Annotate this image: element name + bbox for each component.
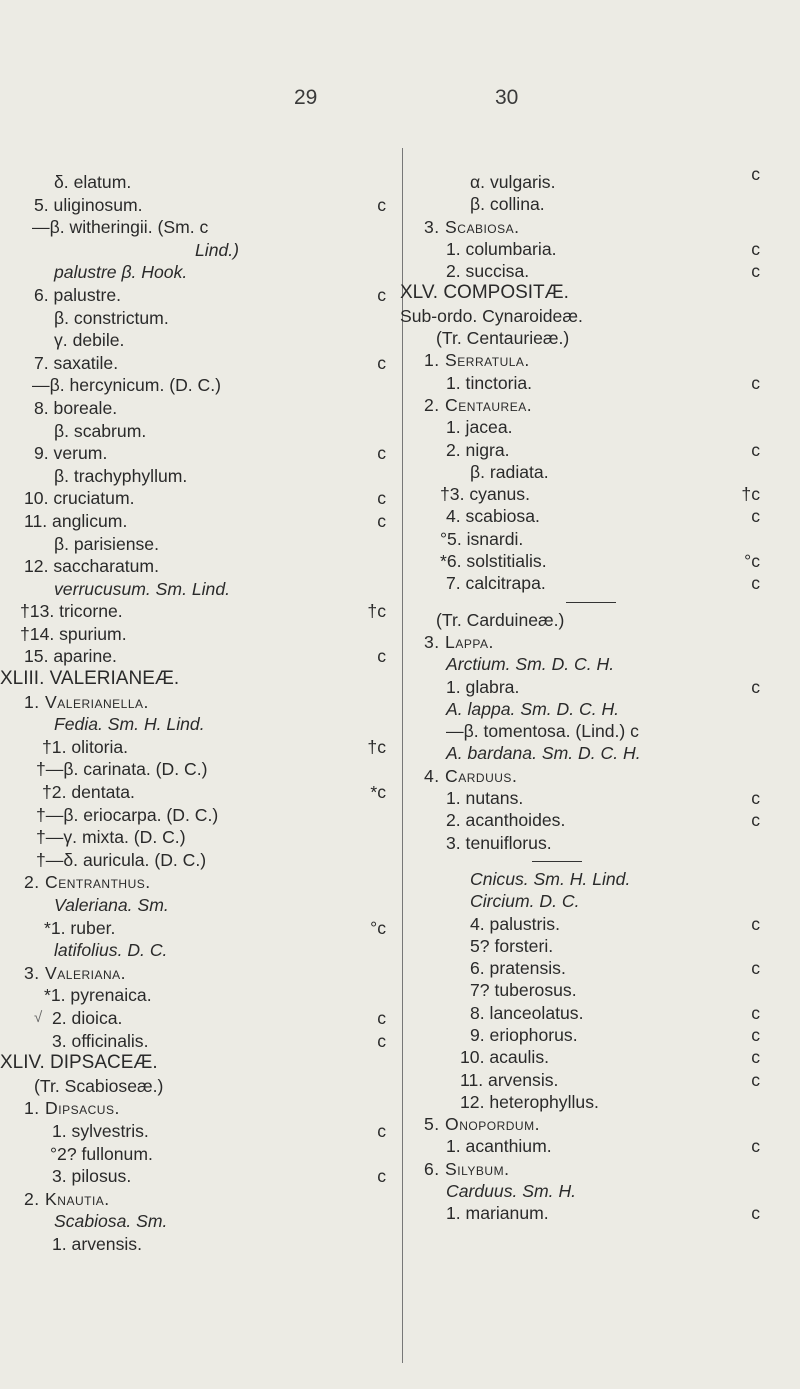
- entry-line: [32, 465, 386, 488]
- distribution-mark: c: [377, 443, 386, 464]
- entry-text: 15. aparine.: [24, 646, 117, 667]
- entry-text: β. radiata.: [470, 461, 549, 482]
- entry-text: 6. pratensis.: [470, 958, 566, 979]
- entry-text: 1. Dipsacus.: [24, 1098, 120, 1119]
- entry-text: 2. Knautia.: [24, 1188, 110, 1209]
- entry-line: [32, 307, 386, 330]
- entry-line: [32, 284, 386, 307]
- entry-text: Fedia. Sm. H. Lind.: [54, 714, 205, 735]
- section-rule: [566, 602, 616, 603]
- entry-text: 6. palustre.: [34, 284, 122, 305]
- distribution-mark: c: [377, 1007, 386, 1028]
- entry-line: [32, 329, 386, 352]
- entry-line: [424, 676, 760, 698]
- entry-text: 2. nigra.: [446, 439, 510, 460]
- distribution-mark: c: [751, 1203, 760, 1224]
- entry-text: †—δ. auricula. (D. C.): [36, 849, 207, 870]
- entry-line: [20, 600, 386, 623]
- entry-text: *6. solstitialis.: [440, 551, 547, 572]
- entry-text: 1. tinctoria.: [446, 372, 533, 393]
- entry-line: [424, 550, 760, 572]
- entry-text: 9. verum.: [34, 443, 108, 464]
- entry-line: [32, 578, 386, 601]
- entry-text: (Tr. Scabioseæ.): [34, 1075, 164, 1096]
- entry-text: 8. boreale.: [34, 397, 118, 418]
- entry-text: β. scabrum.: [54, 420, 147, 441]
- entry-line: [424, 1091, 760, 1113]
- entry-line: [424, 653, 760, 675]
- entry-line: [424, 1002, 760, 1024]
- entry-text: (Tr. Carduineæ.): [436, 609, 565, 630]
- entry-line: [424, 787, 760, 809]
- entry-line: [32, 1030, 386, 1053]
- entry-text: †3. cyanus.: [440, 484, 530, 505]
- entry-line: [24, 1097, 386, 1120]
- entry-line: [0, 668, 386, 691]
- entry-line: [32, 194, 386, 217]
- entry-line: [32, 1165, 386, 1188]
- entry-line: [424, 1202, 760, 1224]
- entry-line: [24, 1188, 386, 1211]
- right-column: [400, 164, 760, 1225]
- entry-text: 10. cruciatum.: [24, 488, 135, 509]
- entry-text: †—γ. mixta. (D. C.): [36, 827, 186, 848]
- entry-line: [424, 868, 760, 890]
- distribution-mark: c: [377, 1120, 386, 1141]
- entry-text: β. trachyphyllum.: [54, 465, 188, 486]
- entry-line: [424, 372, 760, 394]
- entry-line: [32, 239, 386, 262]
- entry-text: δ. elatum.: [54, 172, 132, 192]
- distribution-mark: °c: [370, 917, 386, 938]
- entry-text: 2. acanthoides.: [446, 810, 566, 831]
- entry-text: 9. eriophorus.: [470, 1024, 578, 1045]
- entry-line: [32, 420, 386, 443]
- entry-line: [32, 736, 386, 759]
- entry-text: †1. olitoria.: [42, 736, 129, 757]
- entry-line: [32, 374, 386, 397]
- entry-text: β. constrictum.: [54, 307, 169, 328]
- entry-text: †—β. carinata. (D. C.): [36, 759, 208, 780]
- entry-line: [424, 1158, 760, 1180]
- distribution-mark: c: [377, 510, 386, 531]
- entry-line: [424, 957, 760, 979]
- entry-line: [424, 528, 760, 550]
- entry-text: 3. Scabiosa.: [424, 216, 520, 237]
- entry-text: †14. spurium.: [20, 623, 127, 644]
- entry-line: [424, 238, 760, 260]
- entry-line: [424, 1135, 760, 1157]
- entry-text: 1. sylvestris.: [52, 1120, 149, 1141]
- entry-line: [424, 1069, 760, 1091]
- entry-text: XLIII. VALERIANEÆ.: [0, 668, 180, 690]
- entry-line: [424, 505, 760, 527]
- distribution-mark: c: [377, 284, 386, 305]
- entry-text: —β. tomentosa. (Lind.) c: [446, 721, 639, 742]
- entry-line: [32, 261, 386, 284]
- entry-text: 1. Valerianella.: [24, 691, 149, 712]
- distribution-mark: c: [751, 1047, 760, 1068]
- entry-text: 12. heterophyllus.: [460, 1091, 599, 1112]
- entry-line: [424, 1113, 760, 1135]
- entry-text: *1. ruber.: [44, 917, 116, 938]
- entry-text: 2. dioica.: [52, 1007, 123, 1028]
- entry-text: β. parisiense.: [54, 533, 159, 554]
- entry-line: [24, 645, 386, 668]
- distribution-mark: c: [751, 164, 760, 184]
- entry-line: [32, 1075, 386, 1098]
- entry-text: 3. tenuiflorus.: [446, 832, 552, 853]
- entry-text: 4. Carduus.: [424, 765, 518, 786]
- entry-text: †2. dentata.: [42, 782, 135, 803]
- entry-line: [24, 487, 386, 510]
- entry-line: [424, 979, 760, 1001]
- entry-line: [32, 804, 386, 827]
- entry-line: [424, 609, 760, 631]
- entry-line: [32, 1143, 386, 1166]
- entry-line: [424, 890, 760, 912]
- entry-text: 7. saxatile.: [34, 352, 119, 373]
- entry-line: [424, 439, 760, 461]
- entry-text: 1. columbaria.: [446, 238, 557, 259]
- entry-text: 5. uliginosum.: [34, 194, 143, 215]
- entry-text: latifolius. D. C.: [54, 940, 168, 961]
- entry-text: 5? forsteri.: [470, 935, 554, 956]
- entry-line: [24, 962, 386, 985]
- entry-text: 3. Valeriana.: [24, 962, 127, 983]
- distribution-mark: c: [377, 352, 386, 373]
- entry-line: [424, 461, 760, 483]
- section-rule: [532, 861, 582, 862]
- entry-line: [424, 742, 760, 764]
- entry-text: Valeriana. Sm.: [54, 895, 169, 915]
- entry-line: [20, 623, 386, 646]
- entry-text: 10. acaulis.: [460, 1047, 549, 1068]
- distribution-mark: c: [377, 1030, 386, 1051]
- entry-text: 3. Lappa.: [424, 631, 494, 652]
- entry-line: [424, 483, 760, 505]
- distribution-mark: c: [751, 439, 760, 460]
- entry-text: *1. pyrenaica.: [44, 985, 152, 1006]
- entry-line: [424, 260, 760, 282]
- entry-text: 12. saccharatum.: [24, 556, 159, 577]
- distribution-mark: c: [751, 913, 760, 934]
- distribution-mark: c: [751, 958, 760, 979]
- entry-text: Lind.): [195, 239, 240, 260]
- entry-text: 11. arvensis.: [460, 1069, 559, 1090]
- distribution-mark: †c: [367, 601, 386, 622]
- entry-line: [32, 171, 386, 194]
- entry-line: [32, 1007, 386, 1030]
- entry-text: α. vulgaris.: [470, 172, 556, 192]
- entry-line: [32, 826, 386, 849]
- entry-text: Sub-ordo. Cynaroideæ.: [400, 305, 583, 326]
- entry-text: 4. scabiosa.: [446, 506, 540, 527]
- distribution-mark: c: [377, 194, 386, 215]
- entry-line: [424, 1024, 760, 1046]
- entry-line: [32, 917, 386, 940]
- entry-line: [400, 282, 760, 304]
- entry-text: 5. Onopordum.: [424, 1114, 540, 1135]
- entry-line: [32, 894, 386, 917]
- entry-line: [32, 397, 386, 420]
- entry-line: [24, 691, 386, 714]
- distribution-mark: c: [751, 810, 760, 831]
- entry-text: 3. officinalis.: [52, 1030, 149, 1051]
- entry-text: β. collina.: [470, 194, 545, 215]
- entry-line: [32, 1120, 386, 1143]
- entry-text: 1. jacea.: [446, 417, 513, 438]
- entry-text: †—β. eriocarpa. (D. C.): [36, 804, 219, 825]
- left-column: [0, 171, 386, 1256]
- entry-text: †13. tricorne.: [20, 601, 123, 622]
- handwritten-tick: √: [34, 1008, 43, 1026]
- entry-text: °5. isnardi.: [440, 528, 524, 549]
- entry-line: [32, 216, 386, 239]
- distribution-mark: c: [751, 1136, 760, 1157]
- entry-line: [424, 1046, 760, 1068]
- entry-text: Carduus. Sm. H.: [446, 1181, 577, 1202]
- entry-line: [32, 849, 386, 872]
- entry-line: [424, 631, 760, 653]
- entry-text: —β. hercynicum. (D. C.): [32, 375, 222, 396]
- entry-line: [424, 327, 760, 349]
- entry-line: [424, 698, 760, 720]
- distribution-mark: c: [751, 1024, 760, 1045]
- entry-line: [424, 595, 760, 609]
- distribution-mark: c: [377, 646, 386, 667]
- entry-text: 6. Silybum.: [424, 1158, 510, 1179]
- entry-line: [32, 984, 386, 1007]
- page-number-right: 30: [495, 86, 519, 109]
- entry-line: [32, 713, 386, 736]
- distribution-mark: †c: [741, 484, 760, 505]
- distribution-mark: c: [377, 1166, 386, 1187]
- entry-text: 1. acanthium.: [446, 1136, 552, 1157]
- distribution-mark: †c: [367, 736, 386, 757]
- entry-text: 11. anglicum.: [24, 510, 128, 531]
- entry-text: XLIV. DIPSACEÆ.: [0, 1052, 158, 1074]
- entry-text: 1. nutans.: [446, 788, 524, 809]
- entry-text: —β. witheringii. (Sm. c: [32, 217, 209, 238]
- entry-text: 7. calcitrapa.: [446, 573, 546, 594]
- entry-line: [400, 305, 760, 327]
- distribution-mark: c: [751, 506, 760, 527]
- distribution-mark: c: [751, 1002, 760, 1023]
- entry-text: verrucusum. Sm. Lind.: [54, 578, 230, 599]
- distribution-mark: °c: [744, 551, 760, 572]
- entry-line: [424, 164, 760, 193]
- entry-text: γ. debile.: [54, 330, 125, 351]
- entry-text: Cnicus. Sm. H. Lind.: [470, 868, 631, 889]
- entry-text: 2. succisa.: [446, 261, 530, 282]
- entry-line: [424, 416, 760, 438]
- entry-text: A. bardana. Sm. D. C. H.: [446, 743, 641, 764]
- distribution-mark: c: [377, 488, 386, 509]
- entry-text: A. lappa. Sm. D. C. H.: [446, 698, 620, 719]
- entry-line: [32, 1233, 386, 1256]
- entry-line: [424, 854, 760, 868]
- entry-line: [32, 939, 386, 962]
- entry-text: 2. Centaurea.: [424, 394, 533, 415]
- entry-text: (Tr. Centaurieæ.): [436, 328, 570, 349]
- distribution-mark: c: [751, 573, 760, 594]
- distribution-mark: *c: [370, 782, 386, 803]
- entry-line: [424, 913, 760, 935]
- entry-line: [32, 781, 386, 804]
- entry-line: [424, 935, 760, 957]
- entry-line: [424, 394, 760, 416]
- entry-line: [424, 765, 760, 787]
- entry-line: [424, 1180, 760, 1202]
- entry-text: Circium. D. C.: [470, 891, 580, 912]
- entry-text: 7? tuberosus.: [470, 980, 577, 1001]
- distribution-mark: c: [751, 261, 760, 282]
- entry-line: [32, 442, 386, 465]
- entry-line: [424, 809, 760, 831]
- entry-line: [24, 555, 386, 578]
- entry-line: [424, 572, 760, 594]
- entry-line: [424, 832, 760, 854]
- distribution-mark: c: [751, 1069, 760, 1090]
- entry-text: 2. Centranthus.: [24, 872, 151, 893]
- entry-text: 1. glabra.: [446, 676, 520, 697]
- entry-line: [32, 758, 386, 781]
- entry-line: [24, 871, 386, 894]
- distribution-mark: c: [751, 788, 760, 809]
- entry-line: [32, 352, 386, 375]
- entry-line: [424, 720, 760, 742]
- entry-line: [24, 510, 386, 533]
- entry-line: [0, 1052, 386, 1075]
- entry-text: 8. lanceolatus.: [470, 1002, 584, 1023]
- page-number-left: 29: [294, 86, 318, 109]
- column-divider: [402, 148, 403, 1363]
- entry-text: 1. arvensis.: [52, 1233, 142, 1254]
- distribution-mark: c: [751, 676, 760, 697]
- entry-line: [424, 193, 760, 215]
- entry-text: 1. marianum.: [446, 1203, 549, 1224]
- entry-text: 3. pilosus.: [52, 1166, 132, 1187]
- distribution-mark: c: [751, 372, 760, 393]
- entry-text: palustre β. Hook.: [54, 262, 188, 283]
- entry-text: 1. Serratula.: [424, 350, 530, 371]
- entry-text: Scabiosa. Sm.: [54, 1211, 168, 1232]
- distribution-mark: c: [751, 238, 760, 259]
- entry-line: [424, 216, 760, 238]
- entry-line: [32, 1210, 386, 1233]
- entry-line: [32, 533, 386, 556]
- entry-text: Arctium. Sm. D. C. H.: [446, 654, 615, 675]
- entry-text: XLV. COMPOSITÆ.: [400, 282, 569, 304]
- entry-text: 4. palustris.: [470, 913, 560, 934]
- entry-line: [424, 349, 760, 371]
- entry-text: °2? fullonum.: [50, 1143, 153, 1164]
